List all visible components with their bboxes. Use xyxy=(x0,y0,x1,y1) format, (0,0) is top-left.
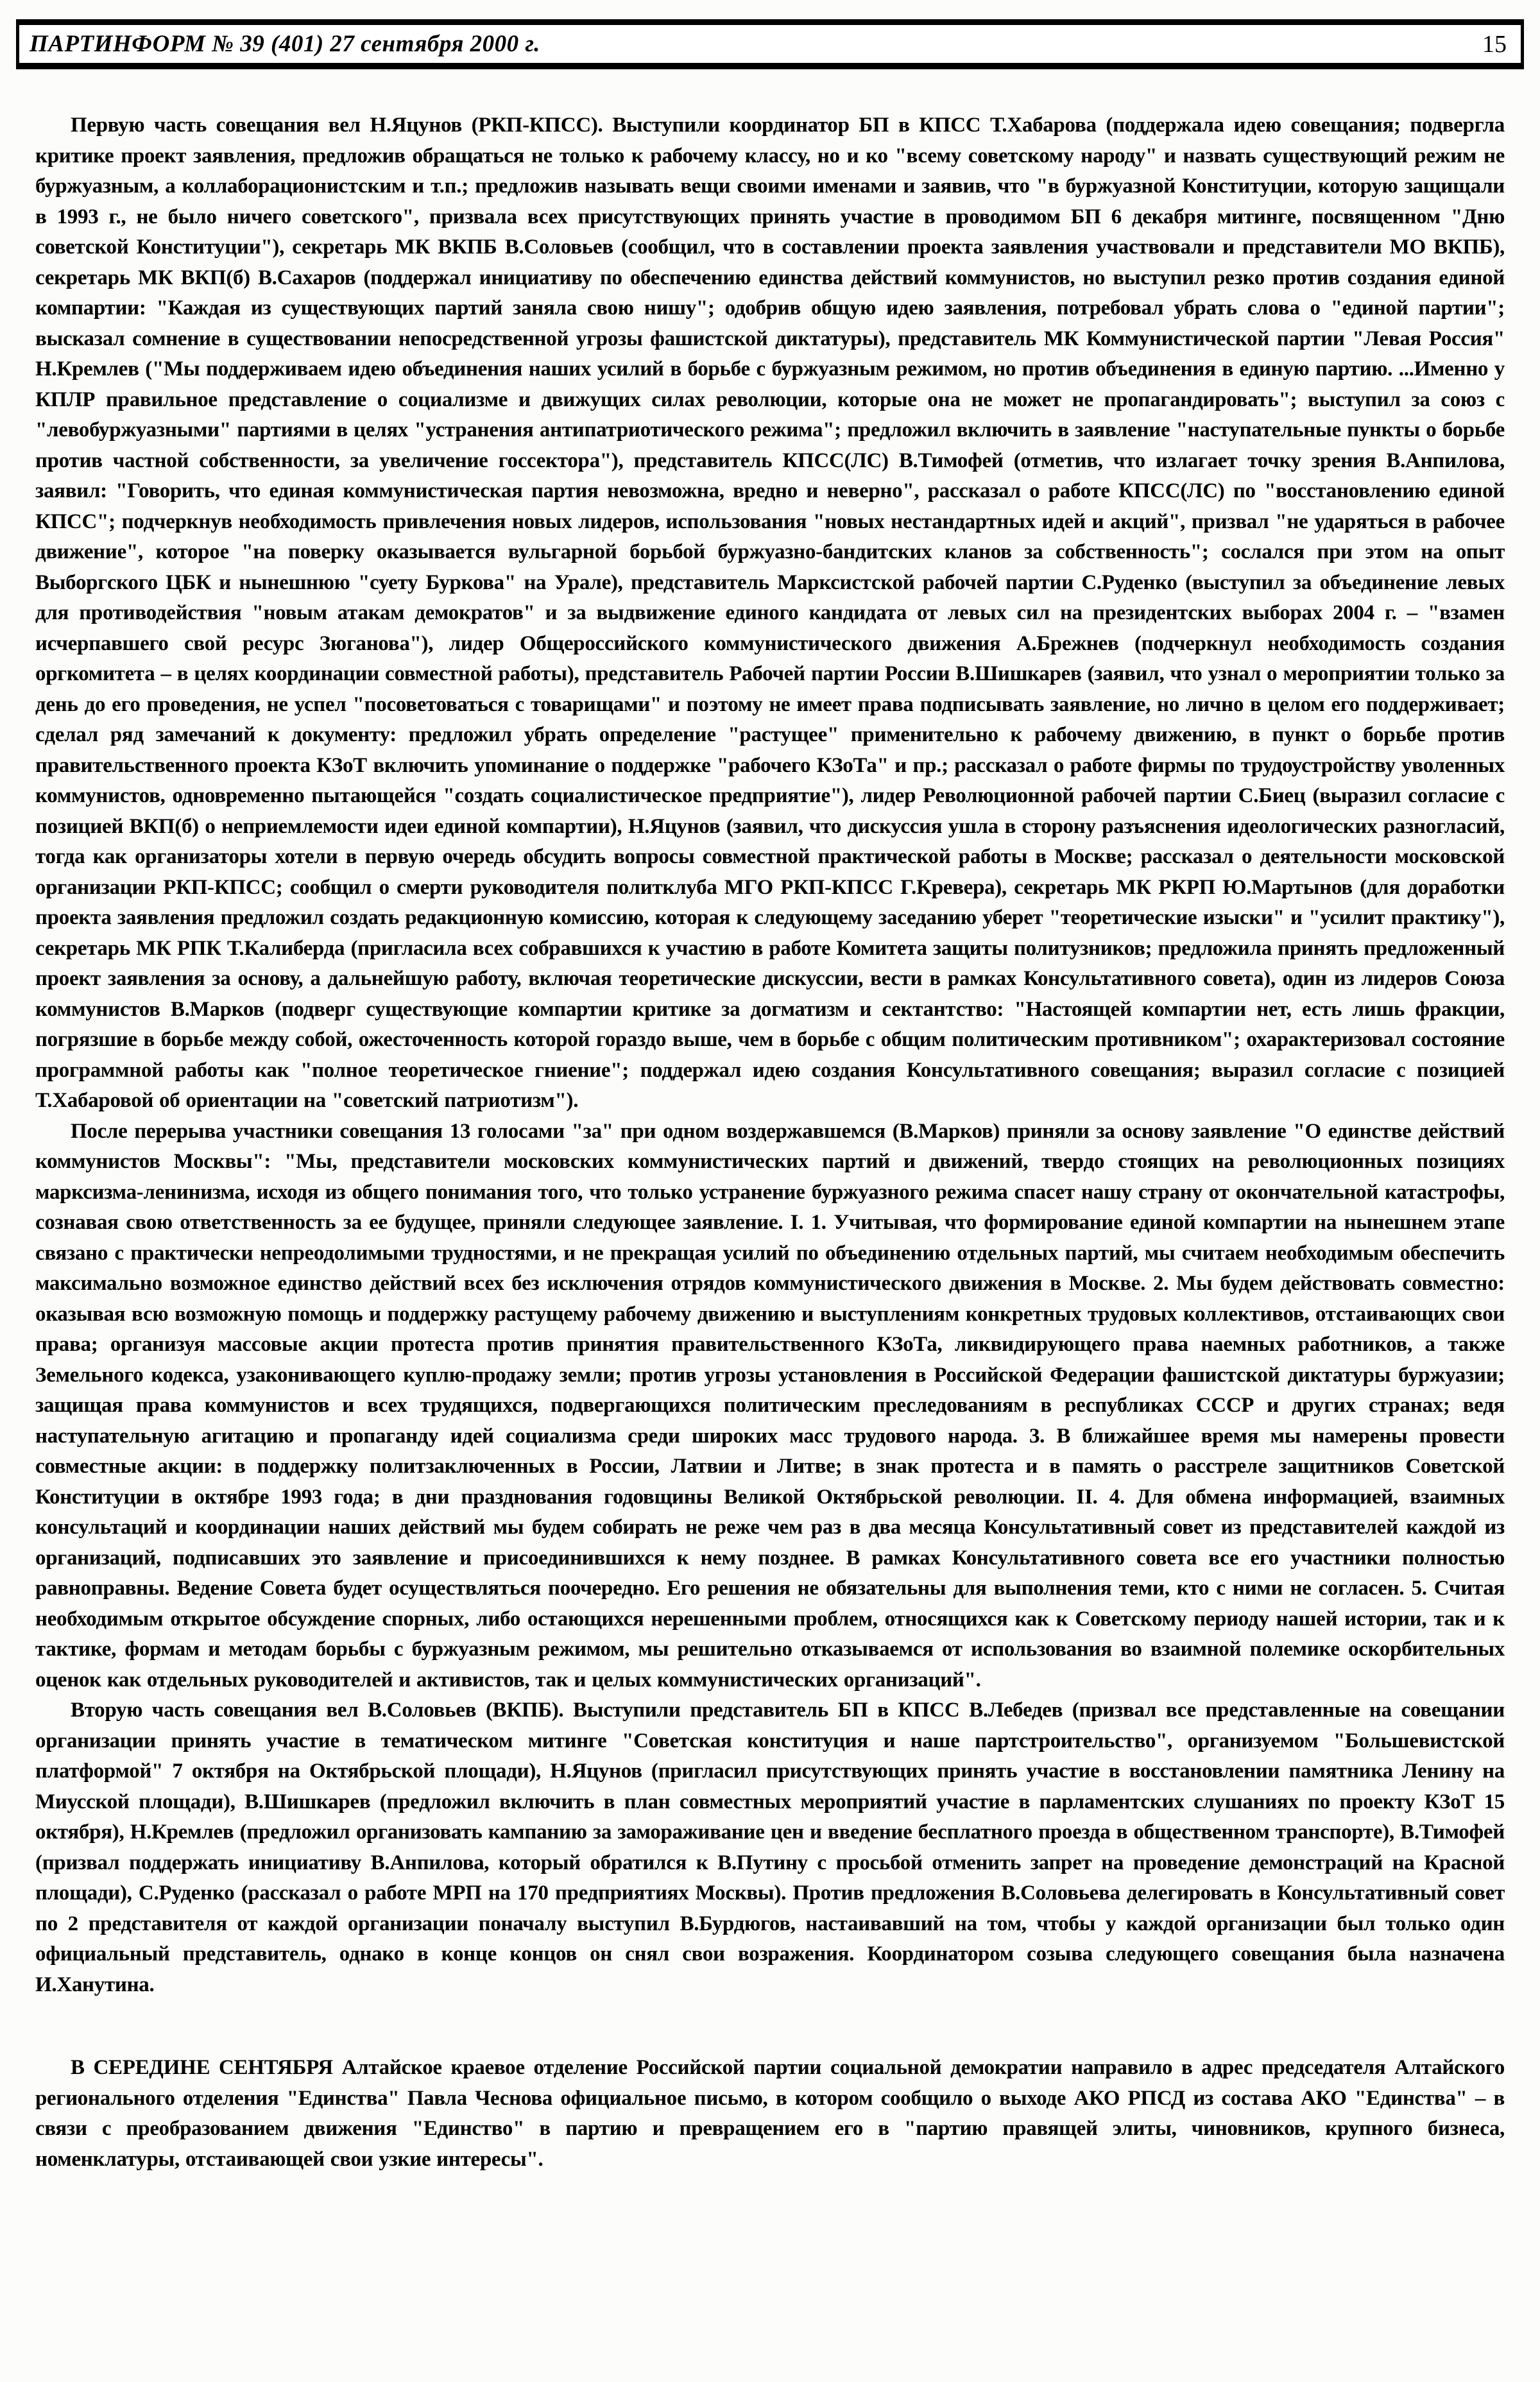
paragraph-altai-rpsd: В СЕРЕДИНЕ СЕНТЯБРЯ Алтайское краевое отделение Российской партии социальной демократии направило в адрес председателя Алтайского регионального отделения "Единства" Павла Чеснова официальное письмо, в котором сообщило о выходе АКО РПСД из состава АКО "Единства" – в связи с преобразованием движения "Единство" в партию и превращением его в "партию правящей элиты, чиновников, крупного бизнеса, номенклатуры, отстаивающей свои узкие интересы". xyxy=(35,2056,1505,2171)
newsletter-title: ПАРТИНФОРМ № 39 (401) 27 сентября 2000 г. xyxy=(30,31,540,57)
paragraph-meeting-first-part: Первую часть совещания вел Н.Яцунов (РКП-КПСС). Выступили координатор БП в КПСС Т.Хабарова (поддержала идею совещания; подвергла критике проект заявления, предложив обращаться не только к рабочему классу, но и ко "всему советскому народу" и назвать существующий режим не буржуазным, а коллаборационистским и т.п.; предложив называть вещи своими именами и заявив, что "в буржуазной Конституции, которую защищали в 1993 г., не было ничего советского", призвала всех присутствующих принять участие в проводимом БП 6 декабря митинге, посвященном "Дню советской Конституции"), секретарь МК ВКПБ В.Соловьев (сообщил, что в составлении проекта заявления участвовали и представители МО ВКПБ), секретарь МК ВКП(б) В.Сахаров (поддержал инициативу по обеспечению единства действий коммунистов, но выступил резко против создания единой компартии: "Каждая из существующих партий заняла свою нишу"; одобрив общую идею заявления, потребовал убрать слова о "единой партии"; высказал сомнение в существовании непосредственной угрозы фашистской диктатуры), представитель МК Коммунистической партии "Левая Россия" Н.Кремлев ("Мы поддерживаем идею объединения наших усилий в борьбе с буржуазным режимом, но против объединения в единую партию. ...Именно у КПЛР правильное представление о социализме и движущих силах революции, которые она не может не пропагандировать"; выступил за союз с "левобуржуазными" партиями в целях "устранения антипатриотического режима"; предложил включить в заявление "наступательные пункты о борьбе против частной собственности, за увеличение госсектора"), представитель КПСС(ЛС) В.Тимофей (отметив, что излагает точку зрения В.Анпилова, заявил: "Говорить, что единая коммунистическая партия невозможна, вредно и неверно", рассказал о работе КПСС(ЛС) по "восстановлению единой КПСС"; подчеркнув необходимость привлечения новых лидеров, использования "новых нестандартных идей и акций", призвал "не ударяться в рабочее движение", которое "на поверку оказывается вульгарной борьбой буржуазно-бандитских кланов за собственность"; сослался при этом на опыт Выборгского ЦБК и нынешнюю "суету Буркова" на Урале), представитель Марксистской рабочей партии С.Руденко (выступил за объединение левых для противодействия "новым атакам демократов" и за выдвижение единого кандидата от левых сил на президентских выборах 2004 г. – "взамен исчерпавшего свой ресурс Зюганова"), лидер Общероссийского коммунистического движения А.Брежнев (подчеркнул необходимость создания оргкомитета – в целях координации совместной работы), представитель Рабочей партии России В.Шишкарев (заявил, что узнал о мероприятии только за день до его проведения, не успел "посоветоваться с товарищами" и поэтому не имеет права подписывать заявление, но лично в целом его поддерживает; сделал ряд замечаний к документу: предложил убрать определение "растущее" применительно к рабочему движению, в пункт о борьбе против правительственного проекта КЗоТ включить упоминание о поддержке "рабочего КЗоТа" и пр.; рассказал о работе фирмы по трудоустройству уволенных коммунистов, одновременно пытающейся "создать социалистическое предприятие"), лидер Революционной рабочей партии С.Биец (выразил согласие с позицией ВКП(б) о неприемлемости идеи единой компартии), Н.Яцунов (заявил, что дискуссия ушла в сторону разъяснения идеологических разногласий, тогда как организаторы хотели в первую очередь обсудить вопросы совместной практической работы в Москве; рассказал о деятельности московской организации РКП-КПСС; сообщил о смерти руководителя политклуба МГО РКП-КПСС Г.Кревера), секретарь МК РКРП Ю.Мартынов (для доработки проекта заявления предложил создать редакционную комиссию, которая к следующему заседанию уберет "теоретические изыски" и "усилит практику"), секретарь МК РПК Т.Калиберда (пригласила всех собравшихся к участию в работе Комитета защиты политузников; предложила принять предложенный проект заявления за основу, а дальнейшую работу, включая теоретические дискуссии, вести в рамках Консультативного совета), один из лидеров Союза коммунистов В.Марков (подверг существующие компартии критике за догматизм и сектантство: "Настоящей компартии нет, есть лишь фракции, погрязшие в борьбе между собой, ожесточенность которой гораздо выше, чем в борьбе с общим политическим противником"; охарактеризовал состояние программной работы как "полное теоретическое гниение"; поддержал идею создания Консультативного совещания; выразил согласие с позицией Т.Хабаровой об ориентации на "советский патриотизм"). xyxy=(35,114,1505,1112)
paragraph-statement-adopted: После перерыва участники совещания 13 голосами "за" при одном воздержавшемся (В.Марков) приняли за основу заявление "О единстве действий коммунистов Москвы": "Мы, представители московских коммунистических партий и движений, твердо стоящих на революционных позициях марксизма-ленинизма, исходя из общего понимания того, что только устранение буржуазного режима спасет нашу страну от окончательной катастрофы, сознавая свою ответственность за ее будущее, приняли следующее заявление. I. 1. Учитывая, что формирование единой компартии на нынешнем этапе связано с практически непреодолимыми трудностями, и не прекращая усилий по объединению отдельных партий, мы считаем необходимым обеспечить максимально возможное единство действий всех без исключения отрядов коммунистического движения в Москве. 2. Мы будем действовать совместно: оказывая всю возможную помощь и поддержку растущему рабочему движению и выступлениям конкретных трудовых коллективов, отстаивающих свои права; организуя массовые акции протеста против принятия правительственного КЗоТа, ликвидирующего права наемных работников, а также Земельного кодекса, узаконивающего куплю-продажу земли; против угрозы установления в Российской Федерации фашистской диктатуры буржуазии; защищая права коммунистов и всех трудящихся, подвергающихся политическим преследованиям в республиках СССР и других странах; ведя наступательную агитацию и пропаганду идей социализма среди широких масс трудового народа. 3. В ближайшее время мы намерены провести совместные акции: в поддержку политзаключенных в России, Латвии и Литве; в знак протеста и в память о расстреле защитников Советской Конституции в октябре 1993 года; в дни празднования годовщины Великой Октябрьской революции. II. 4. Для обмена информацией, взаимных консультаций и координации наших действий мы будем собирать не реже чем раз в два месяца Консультативный совет из представителей каждой из организаций, подписавших это заявление и присоединившихся к нему позднее. В рамках Консультативного совета все его участники полностью равноправны. Ведение Совета будет осуществляться поочередно. Его решения не обязательны для выполнения теми, кто с ними не согласен. 5. Считая необходимым открытое обсуждение спорных, либо остающихся нерешенными проблем, относящихся как к Советскому периоду нашей истории, так и к тактике, формам и методам борьбы с буржуазным режимом, мы решительно отказываемся от использования во взаимной полемике оскорбительных оценок как отдельных руководителей и активистов, так и целых коммунистических организаций". xyxy=(35,1119,1505,1692)
masthead xyxy=(16,19,1524,69)
article-body xyxy=(35,110,1505,2175)
page-number: 15 xyxy=(1482,30,1507,58)
paragraph-meeting-second-part: Вторую часть совещания вел В.Соловьев (ВКПБ). Выступили представитель БП в КПСС В.Лебедев (призвал все представленные на совещании организации принять участие в тематическом митинге "Советская конституция и наше партстроительство", организуемом "Большевистской платформой" 7 октября на Октябрьской площади), Н.Яцунов (пригласил присутствующих принять участие в восстановлении памятника Ленину на Миусской площади), В.Шишкарев (предложил включить в план совместных мероприятий участие в парламентских слушаниях по проекту КЗоТ 15 октября), Н.Кремлев (предложил организовать кампанию за замораживание цен и введение бесплатного проезда в общественном транспорте), В.Тимофей (призвал поддержать инициативу В.Анпилова, который обратился к В.Путину с просьбой отменить запрет на проведение демонстраций на Красной площади), С.Руденко (рассказал о работе МРП на 170 предприятиях Москвы). Против предложения В.Соловьева делегировать в Консультативный совет по 2 представителя от каждой организации поначалу выступил В.Бурдюгов, настаивавший на том, чтобы у каждой организации был только один официальный представитель, однако в конце концов он снял свои возражения. Координатором созыва следующего совещания была назначена И.Ханутина. xyxy=(35,1699,1505,1996)
